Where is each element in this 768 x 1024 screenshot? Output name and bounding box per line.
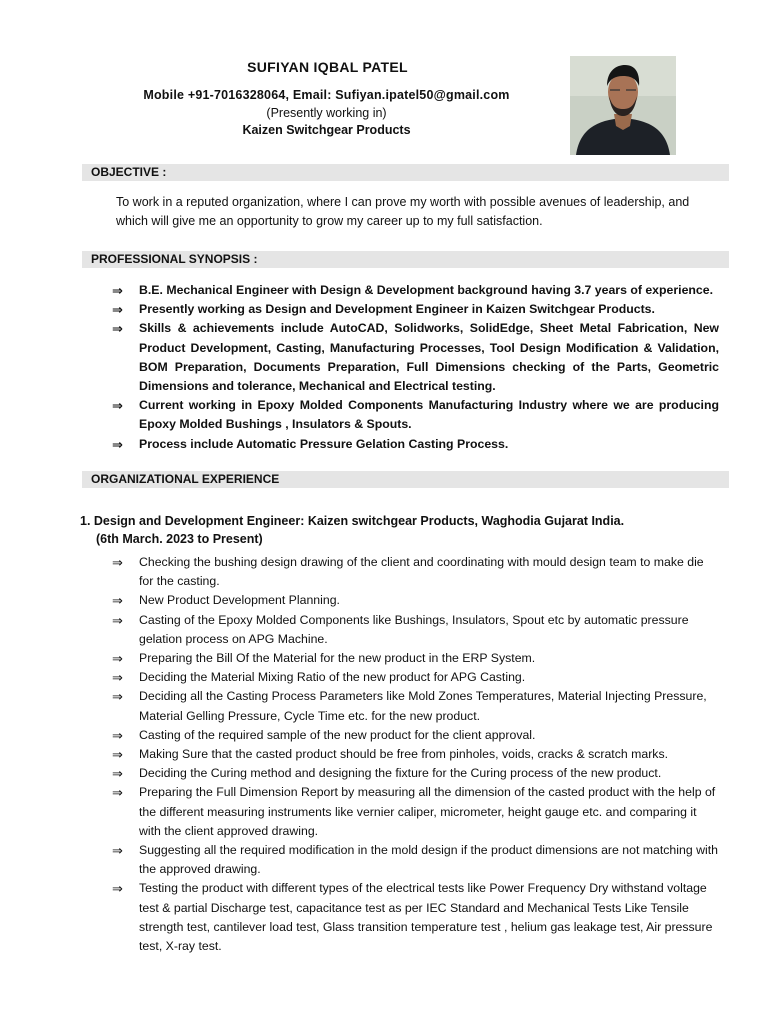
list-item: ⇒ Presently working as Design and Development Engineer in Kaizen Switchgear Products. <box>112 300 719 319</box>
person-photo-icon <box>570 56 676 155</box>
list-item: ⇒ Preparing the Full Dimension Report by measuring all the dimension of the casted product with the help of the different measuring instruments like vernier caliper, micrometer, height gauge etc. and comparing it with the client approved drawing. <box>112 785 716 838</box>
job-dates: (6th March. 2023 to Present) <box>96 532 263 546</box>
list-item: ⇒ Current working in Epoxy Molded Components Manufacturing Industry where we are producing Epoxy Molded Bushings , Insulators & Spouts. <box>112 398 719 432</box>
list-item: ⇒ Testing the product with different types of the electrical tests like Power Frequency Dry withstand voltage test & partial Discharge test, capacitance test as per IEC Standard and Mechanical Tests Like Tensile strength test, cantilever load test, Glass transition temperature test , helium gas leakage test, Air pressure test, X-ray test. <box>112 881 713 954</box>
double-right-arrow-icon: ⇒ <box>112 747 123 763</box>
list-item: ⇒ Casting of the Epoxy Molded Components like Bushings, Insulators, Spout etc by automatic pressure gelation process on APG Machine. <box>112 612 689 646</box>
objective-heading: OBJECTIVE : <box>82 164 729 181</box>
synopsis-heading: PROFESSIONAL SYNOPSIS : <box>82 251 729 268</box>
list-item: ⇒ Making Sure that the casted product should be free from pinholes, voids, cracks & scratch marks. <box>112 745 719 764</box>
current-company: Kaizen Switchgear Products <box>242 123 411 137</box>
list-item: ⇒ Deciding the Material Mixing Ratio of the new product for APG Casting. <box>112 668 719 687</box>
double-right-arrow-icon: ⇒ <box>112 302 123 318</box>
double-right-arrow-icon: ⇒ <box>112 689 123 705</box>
list-item: ⇒ Process include Automatic Pressure Gelation Casting Process. <box>112 435 719 454</box>
synopsis-list <box>112 281 719 454</box>
experience-list <box>112 553 719 956</box>
double-right-arrow-icon: ⇒ <box>112 766 123 782</box>
list-item: ⇒ Preparing the Bill Of the Material for the new product in the ERP System. <box>112 649 719 668</box>
profile-photo <box>570 56 676 155</box>
list-item: ⇒ Deciding all the Casting Process Parameters like Mold Zones Temperatures, Material Injecting Pressure, Material Gelling Pressure, Cycle Time etc. for the new product. <box>112 689 707 723</box>
double-right-arrow-icon: ⇒ <box>112 593 123 609</box>
list-item: ⇒ New Product Development Planning. <box>112 591 719 610</box>
list-item: ⇒ Suggesting all the required modification in the mold design if the product dimensions are not matching with the approved drawing. <box>112 843 718 877</box>
list-item: ⇒ Casting of the required sample of the new product for the client approval. <box>112 726 719 745</box>
double-right-arrow-icon: ⇒ <box>112 436 123 452</box>
objective-text: To work in a reputed organization, where I can prove my worth with possible avenues of leadership, and which will give me an opportunity to grow my career up to my full satisfaction. <box>116 195 690 228</box>
double-right-arrow-icon: ⇒ <box>112 843 123 859</box>
candidate-name: SUFIYAN IQBAL PATEL <box>247 59 408 75</box>
double-right-arrow-icon: ⇒ <box>112 727 123 743</box>
employment-status: (Presently working in) <box>266 106 387 120</box>
list-item: ⇒ Checking the bushing design drawing of the client and coordinating with mould design team to make die for the casting. <box>112 555 704 589</box>
double-right-arrow-icon: ⇒ <box>112 612 123 628</box>
contact-line: Mobile +91-7016328064, Email: Sufiyan.ipatel50@gmail.com <box>143 88 510 102</box>
double-right-arrow-icon: ⇒ <box>112 785 123 801</box>
list-item: ⇒ B.E. Mechanical Engineer with Design & Development background having 3.7 years of experience. <box>112 281 719 300</box>
list-item: ⇒ Deciding the Curing method and designing the fixture for the Curing process of the new product. <box>112 764 719 783</box>
job-title: 1. Design and Development Engineer: Kaizen switchgear Products, Waghodia Gujarat India. <box>80 514 625 528</box>
double-right-arrow-icon: ⇒ <box>112 651 123 667</box>
double-right-arrow-icon: ⇒ <box>112 555 123 570</box>
list-item: ⇒ Skills & achievements include AutoCAD, Solidworks, SolidEdge, Sheet Metal Fabrication, New Product Development, Casting, Manufacturing Processes, Tool Design Modification & Validation, BOM Preparation, Documents Preparation, Full Dimensions checking of the Parts, Geometric Dimensions and tolerance, Mechanical and Electrical testing. <box>112 321 719 394</box>
double-right-arrow-icon: ⇒ <box>112 283 123 298</box>
experience-heading: ORGANIZATIONAL EXPERIENCE <box>82 471 729 488</box>
double-right-arrow-icon: ⇒ <box>112 881 123 897</box>
double-right-arrow-icon: ⇒ <box>112 321 123 337</box>
double-right-arrow-icon: ⇒ <box>112 398 123 414</box>
job-entry-heading <box>80 512 720 548</box>
double-right-arrow-icon: ⇒ <box>112 670 123 686</box>
